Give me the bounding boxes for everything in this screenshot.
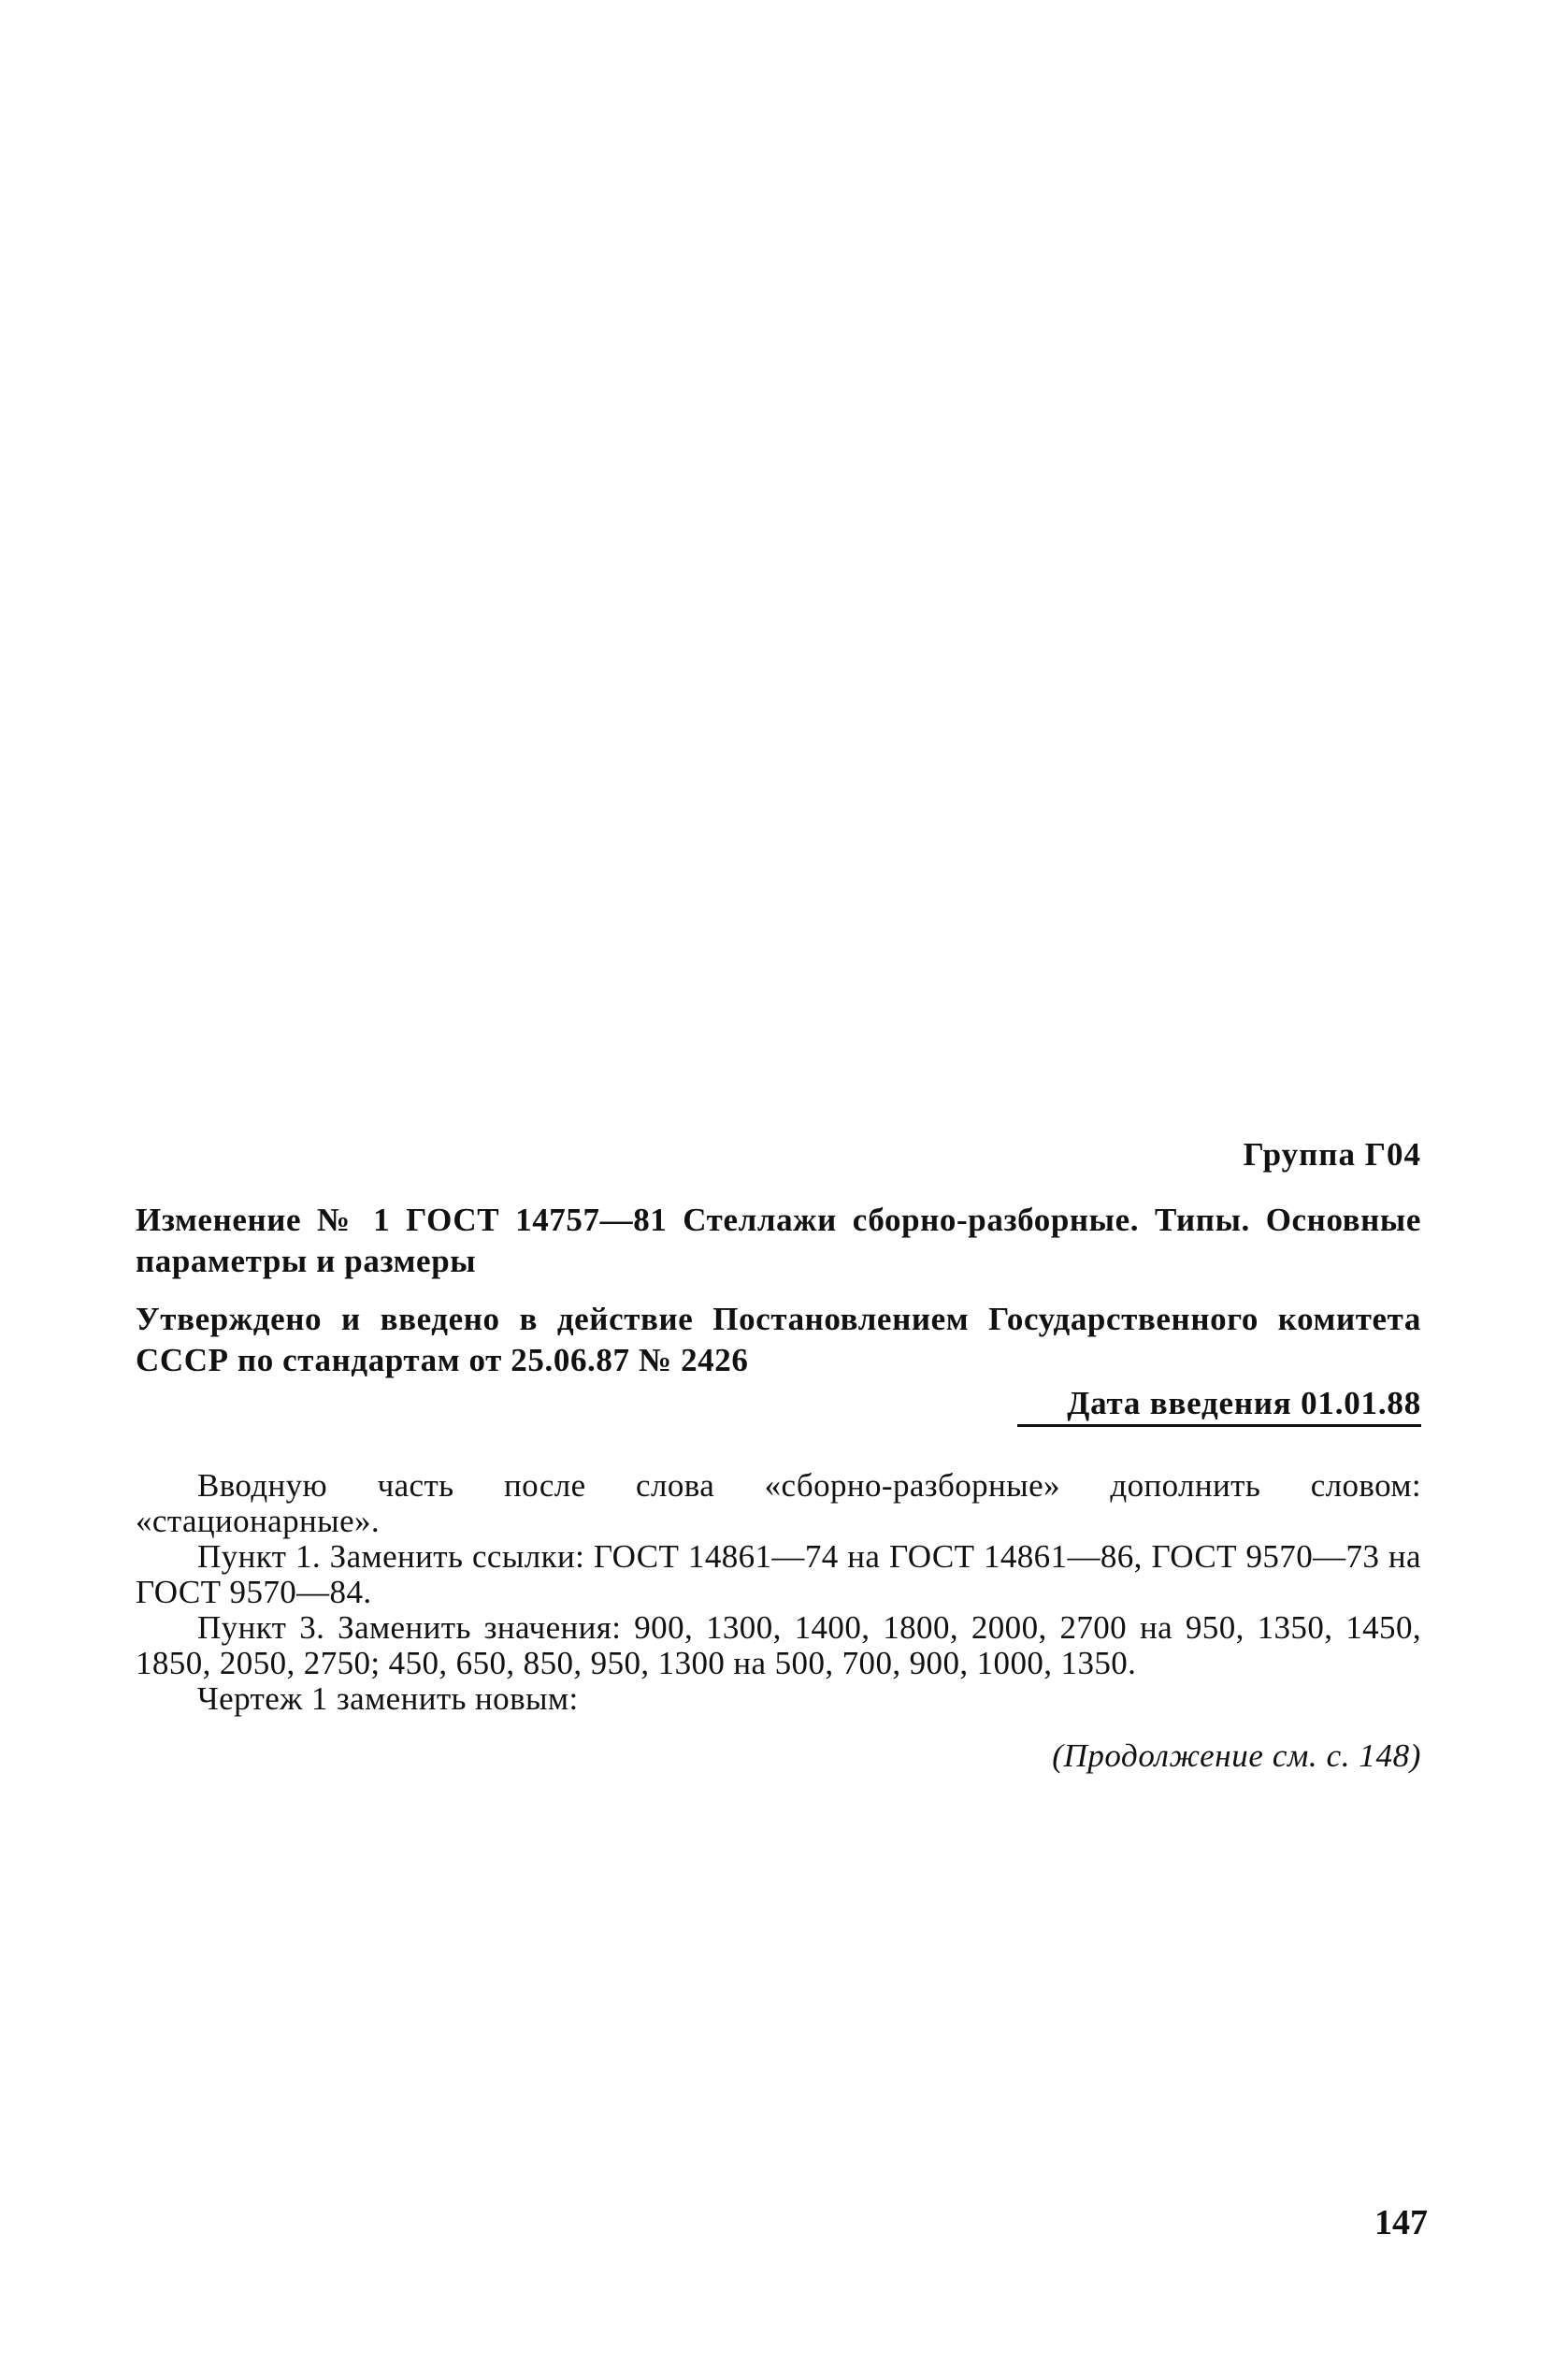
paragraph-item-3: Пункт 3. Заменить значения: 900, 1300, 1400, 1800, 2000, 2700 на 950, 1350, 1450, 1850, 2050, 2750; 450, 650, 850, 950, 1300 на 500, 700, 900, 1000, 1350. [136, 1609, 1421, 1681]
change-body [136, 1468, 1421, 1717]
continued-note: (Продолжение см. с. 148) [1052, 1737, 1421, 1774]
change-title: Изменение № 1 ГОСТ 14757—81 Стеллажи сборно-разборные. Типы. Основные параметры и размеры [136, 1202, 1421, 1279]
group-label: Группа Г04 [1243, 1136, 1421, 1173]
effective-date-line [136, 1383, 1421, 1427]
paragraph-intro: Вводную часть после слова «сборно-разборные» дополнить словом: «стационарные». [136, 1467, 1421, 1539]
paragraph-item-1: Пункт 1. Заменить ссылки: ГОСТ 14861—74 на ГОСТ 14861—86, ГОСТ 9570—73 на ГОСТ 9570—84. [136, 1538, 1421, 1610]
effective-date: Дата введения 01.01.88 [1017, 1383, 1421, 1427]
page-number: 147 [1374, 2203, 1428, 2242]
document-content [136, 1136, 1421, 1808]
paragraph-drawing-1: Чертеж 1 заменить новым: [197, 1680, 579, 1717]
approval-statement: Утверждено и введено в действие Постановлением Государственного комитета СССР по стандартам от 25.06.87 № 2426 [136, 1301, 1421, 1378]
